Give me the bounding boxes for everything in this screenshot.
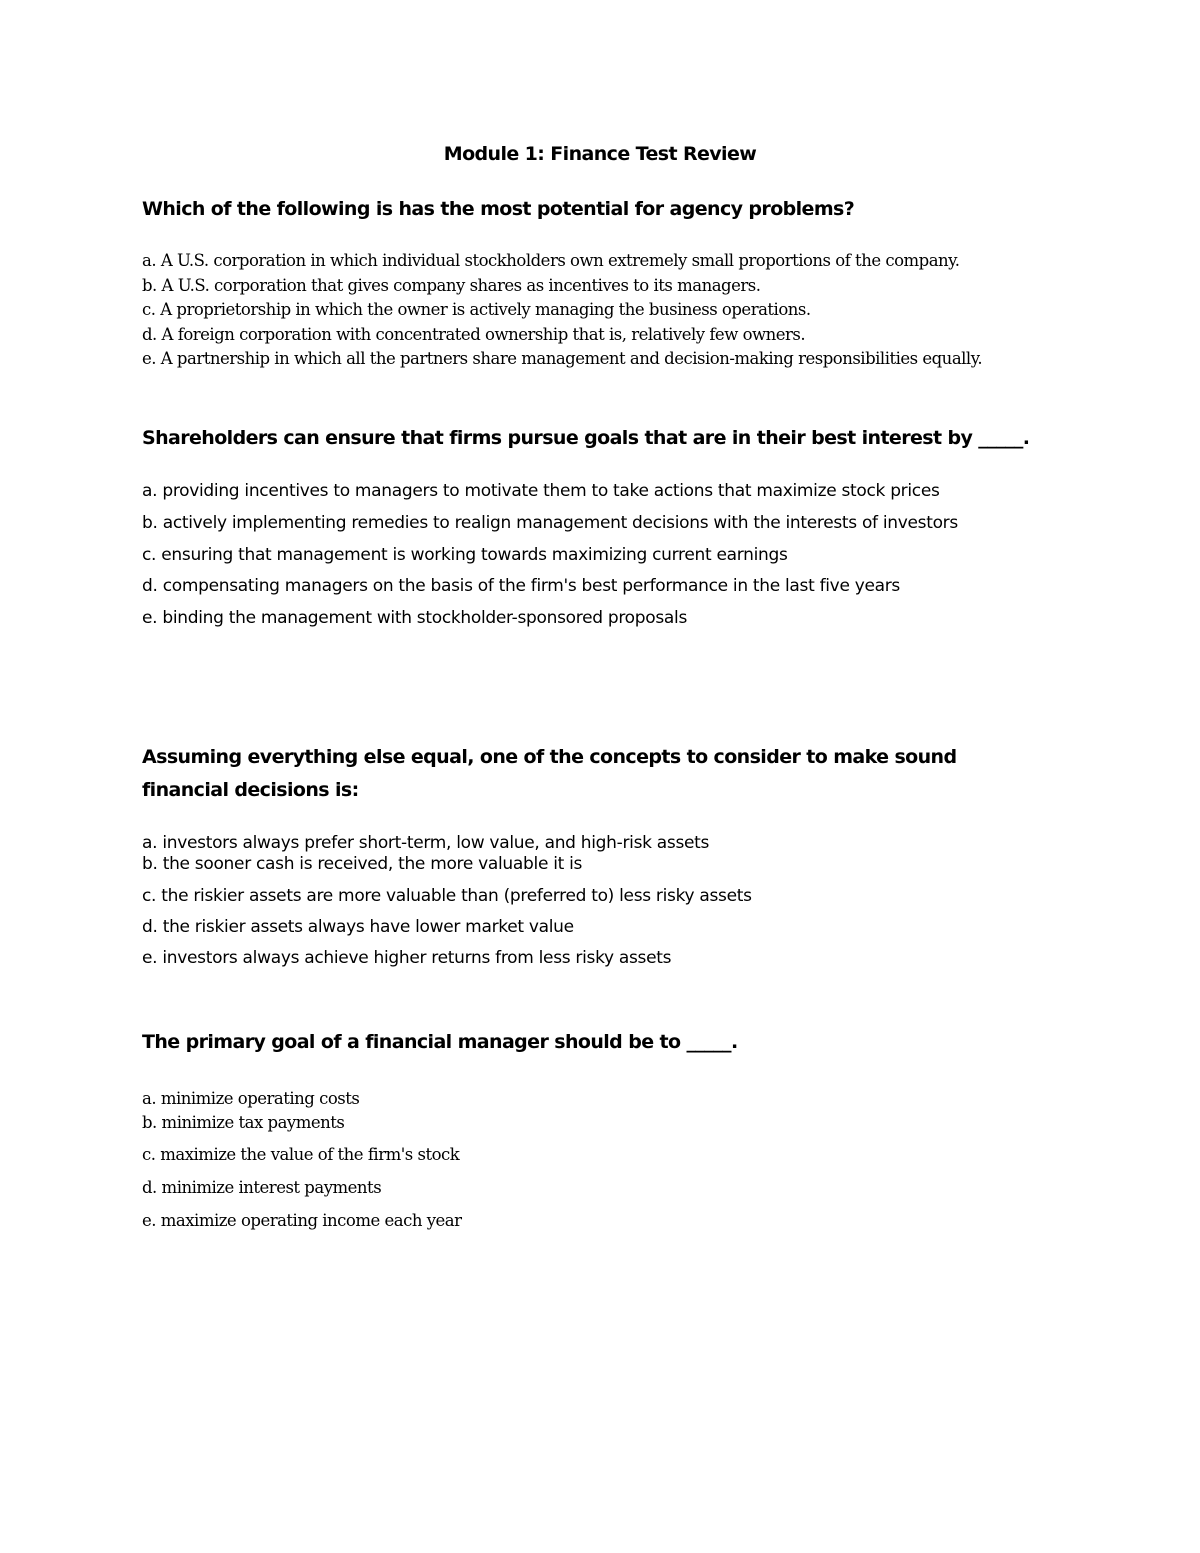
question-1-option-d: d. A foreign corporation with concentrated ownership that is, relatively few owners. <box>142 324 806 344</box>
question-3-option-e: e. investors always achieve higher returns from less risky assets <box>142 948 672 968</box>
question-4-option-e: e. maximize operating income each year <box>142 1211 462 1230</box>
question-3-option-b: b. the sooner cash is received, the more valuable it is <box>142 854 583 874</box>
question-4-option-c: c. maximize the value of the firm's stock <box>142 1145 460 1164</box>
question-2-option-a: a. providing incentives to managers to motivate them to take actions that maximize stock prices <box>142 481 940 501</box>
question-1-option-a: a. A U.S. corporation in which individual stockholders own extremely small proportions of the company. <box>142 251 960 270</box>
question-1-option-b: b. A U.S. corporation that gives company shares as incentives to its managers. <box>142 275 761 295</box>
question-3-option-c: c. the riskier assets are more valuable than (preferred to) less risky assets <box>142 886 752 906</box>
question-2-option-c: c. ensuring that management is working towards maximizing current earnings <box>142 545 788 565</box>
question-1-option-c: c. A proprietorship in which the owner is actively managing the business operations. <box>142 300 811 320</box>
question-4-prompt: The primary goal of a financial manager should be to _____. <box>142 1031 738 1053</box>
question-1-prompt: Which of the following is has the most potential for agency problems? <box>142 198 855 220</box>
question-2-option-d: d. compensating managers on the basis of the firm's best performance in the last five years <box>142 576 900 596</box>
question-3-option-a: a. investors always prefer short-term, low value, and high-risk assets <box>142 833 710 853</box>
question-4-option-b: b. minimize tax payments <box>142 1113 345 1132</box>
question-2-prompt: Shareholders can ensure that firms pursue goals that are in their best interest by _____. <box>142 427 1030 449</box>
question-2-option-e: e. binding the management with stockholder-sponsored proposals <box>142 608 687 628</box>
question-4-option-d: d. minimize interest payments <box>142 1178 382 1197</box>
question-1-option-e: e. A partnership in which all the partners share management and decision-making responsibilities equally. <box>142 349 983 369</box>
question-2-options <box>142 481 962 629</box>
document-title: Module 1: Finance Test Review <box>443 143 757 165</box>
question-3-option-d: d. the riskier assets always have lower market value <box>142 917 574 937</box>
question-2-option-b: b. actively implementing remedies to realign management decisions with the interests of investors <box>142 513 958 533</box>
question-4-options <box>142 1087 462 1233</box>
question-1-options <box>142 249 982 372</box>
question-4-option-a: a. minimize operating costs <box>142 1089 360 1108</box>
question-3-options <box>142 833 752 969</box>
question-3-prompt: Assuming everything else equal, one of the concepts to consider to make sound financial decisions is: <box>142 746 957 801</box>
